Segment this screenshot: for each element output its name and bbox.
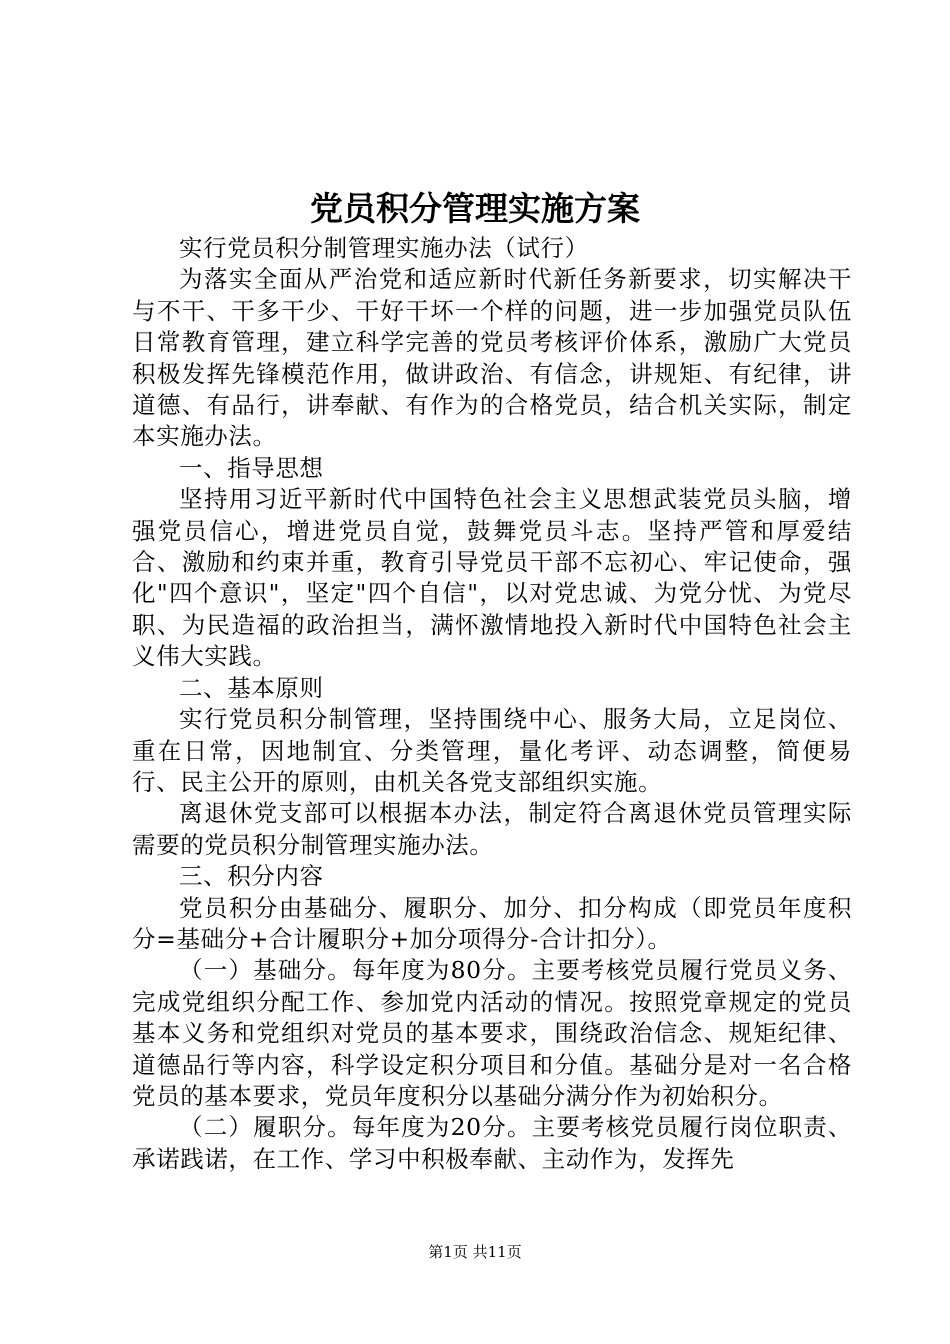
guiding-thought-paragraph: 坚持用习近平新时代中国特色社会主义思想武装党员头脑，增强党员信心，增进党员自觉，鼓舞党员斗志。坚持严管和厚爱结合、激励和约束并重，教育引导党员干部不忘初心、牢记使命，强化"四个意识"，坚定"四个自信"，以对党忠诚、为党分忧、为党尽职、为民造福的政治担当，满怀激情地投入新时代中国特色社会主义伟大实践。 xyxy=(132,485,852,671)
retired-branch-paragraph: 离退休党支部可以根据本办法，制定符合离退休党员管理实际需要的党员积分制管理实施办法。 xyxy=(132,799,852,859)
base-score-paragraph: （一）基础分。每年度为80分。主要考核党员履行党员义务、完成党组织分配工作、参加党内活动的情况。按照党章规定的党员基本义务和党组织对党员的基本要求，围绕政治信念、规矩纪律、道德品行等内容，科学设定积分项目和分值。基础分是对一名合格党员的基本要求，党员年度积分以基础分满分作为初始积分。 xyxy=(132,956,852,1110)
document-body xyxy=(132,233,852,1175)
intro-paragraph: 为落实全面从严治党和适应新时代新任务新要求，切实解决干与不干、干多干少、干好干坏一个样的问题，进一步加强党员队伍日常教育管理，建立科学完善的党员考核评价体系，激励广大党员积极发挥先锋模范作用，做讲政治、有信念，讲规矩、有纪律，讲道德、有品行，讲奉献、有作为的合格党员，结合机关实际，制定本实施办法。 xyxy=(132,265,852,451)
section-heading-basic-principles: 二、基本原则 xyxy=(179,673,324,702)
document-title: 党员积分管理实施方案 xyxy=(310,189,640,228)
duty-score-paragraph: （二）履职分。每年度为20分。主要考核党员履行岗位职责、承诺践诺，在工作、学习中积极奉献、主动作为，发挥先 xyxy=(132,1113,852,1173)
page-footer: 第1页 共11页 xyxy=(428,1243,522,1261)
subtitle-paragraph: 实行党员积分制管理实施办法（试行） xyxy=(179,234,589,262)
section-heading-guiding-thought: 一、指导思想 xyxy=(179,453,324,482)
basic-principles-paragraph: 实行党员积分制管理，坚持围绕中心、服务大局，立足岗位、重在日常，因地制宜、分类管理，量化考评、动态调整，简便易行、民主公开的原则，由机关各党支部组织实施。 xyxy=(132,705,852,796)
section-heading-score-content: 三、积分内容 xyxy=(179,862,324,891)
score-composition-paragraph: 党员积分由基础分、履职分、加分、扣分构成（即党员年度积分=基础分+合计履职分+加分项得分-合计扣分）。 xyxy=(132,893,852,953)
